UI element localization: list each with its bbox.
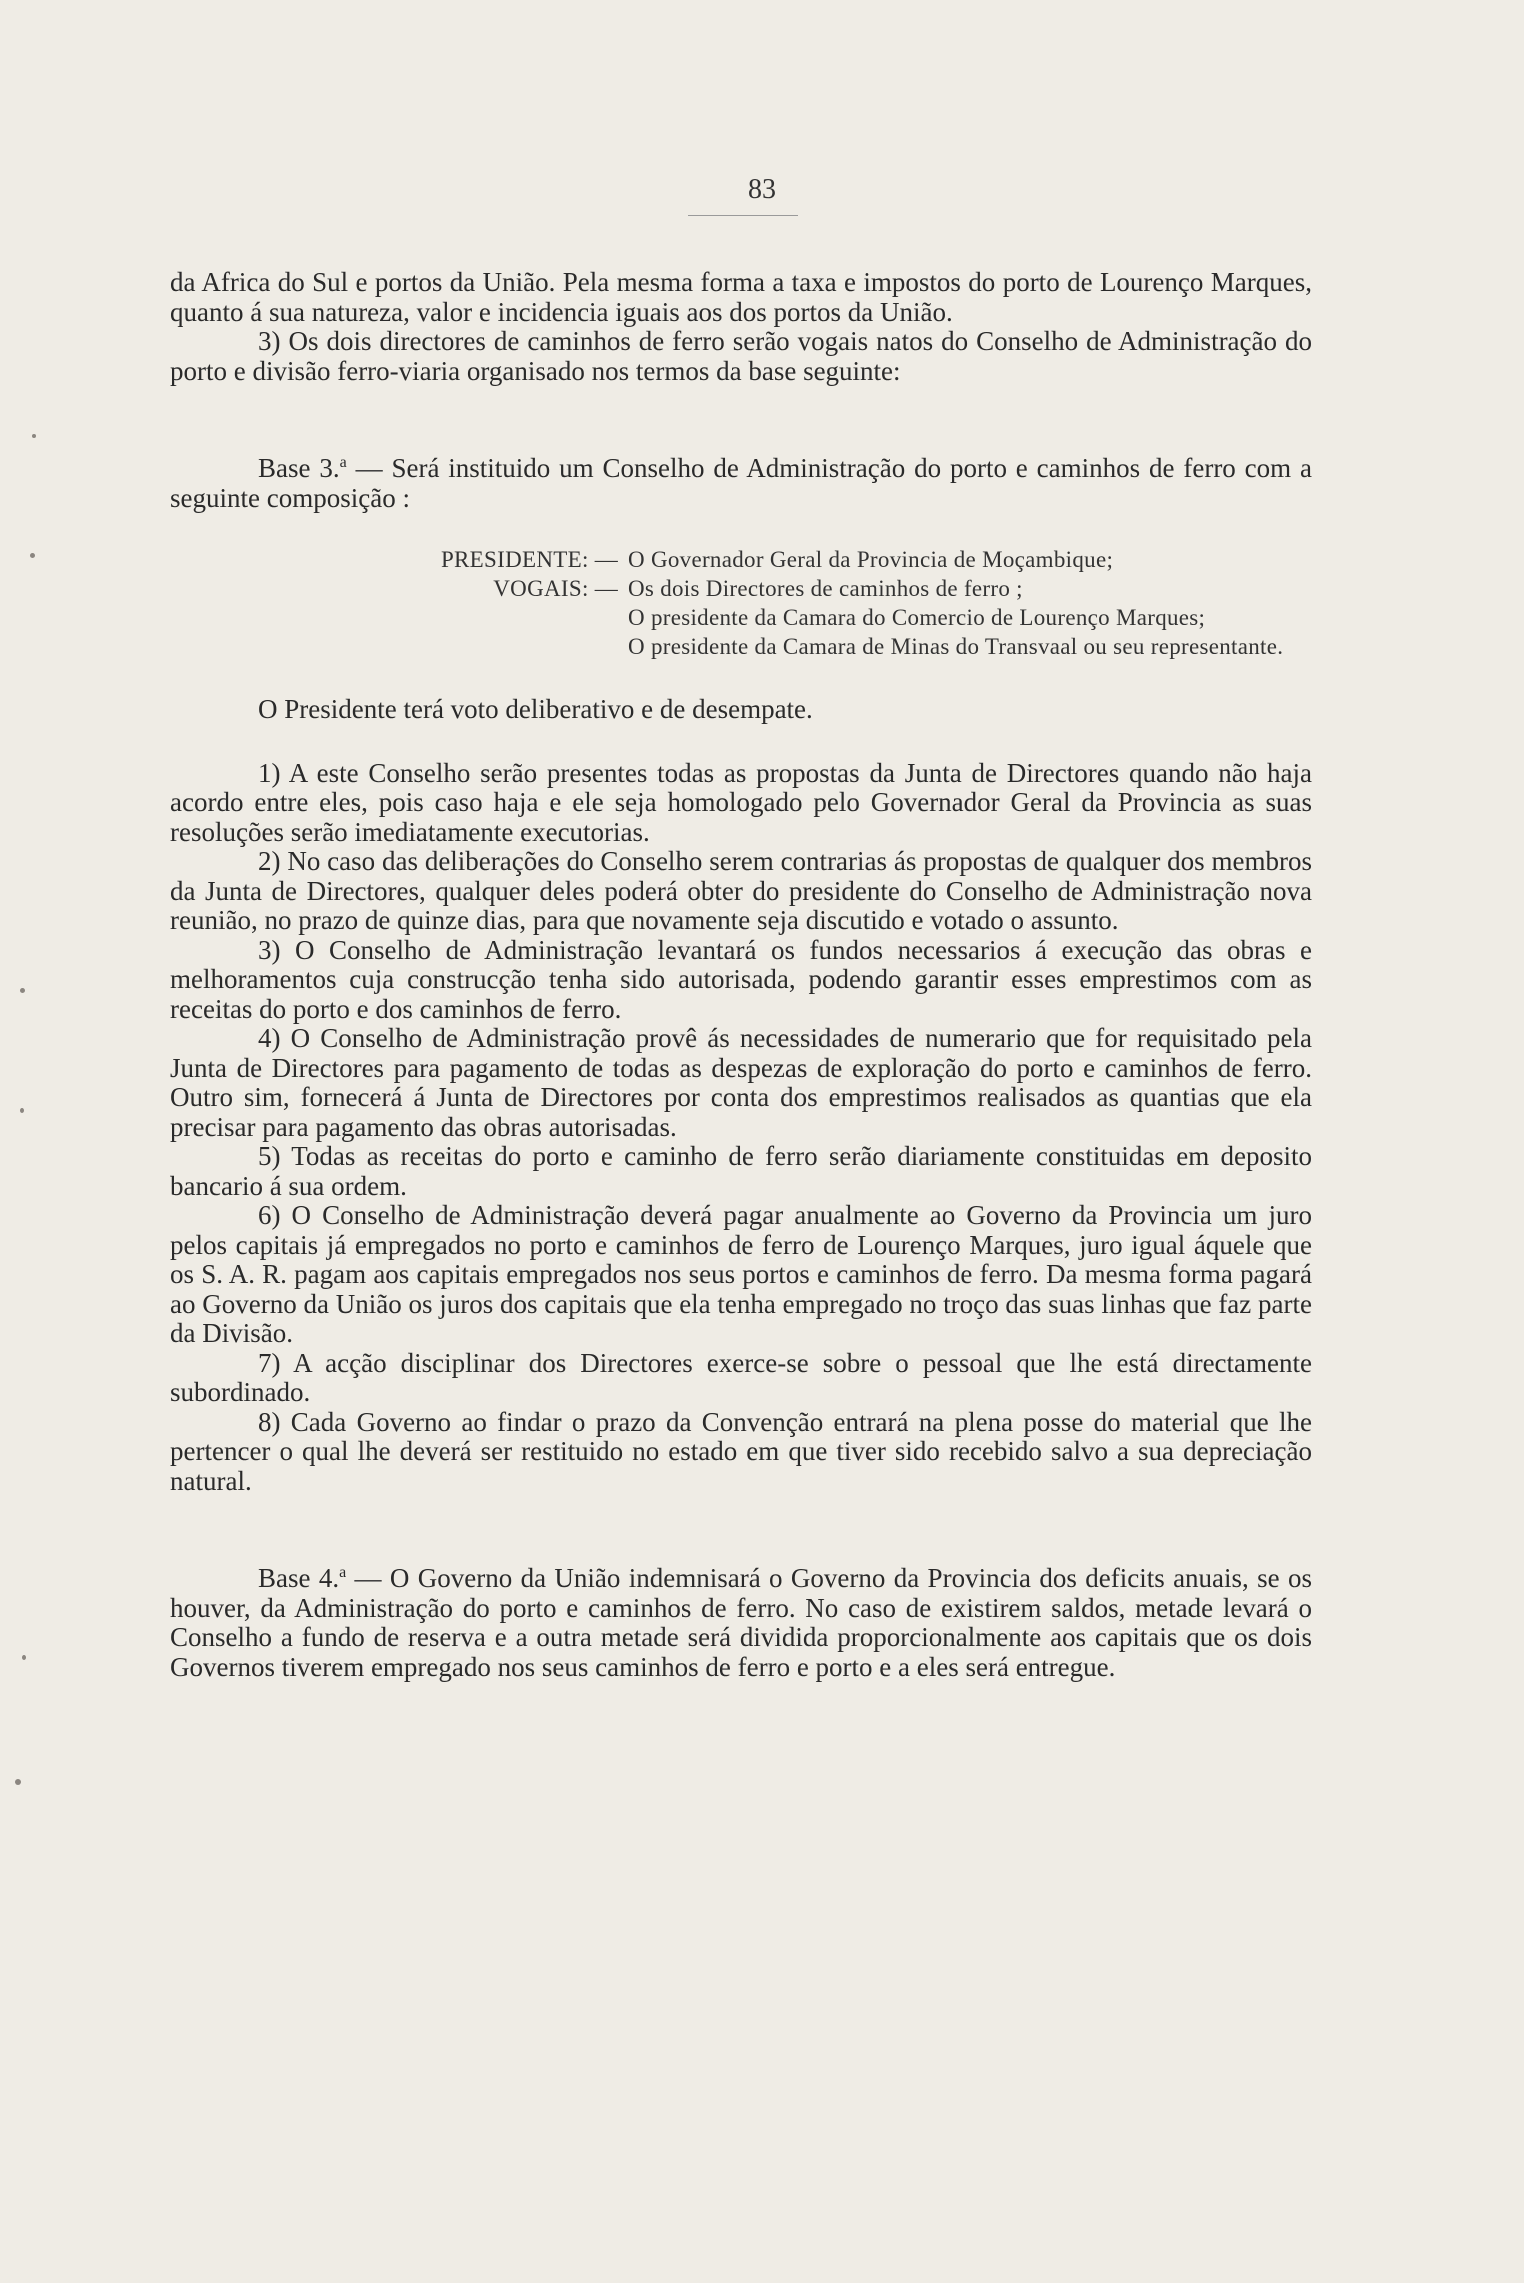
base-4-ordinal: a bbox=[339, 1564, 347, 1581]
provision-6: 6) O Conselho de Administração deverá pagar anualmente ao Governo da Provincia um juro pelos capitais já empregados no porto e caminhos de ferro de Lourenço Marques, juro igual áquele que os S. A. R. pagam aos capitais empregados nos seus portos e caminhos de ferro. Da mesma forma pagará ao Governo da União os juros dos capitais que ela tenha empregado no troço das suas linhas que faz parte da Divisão. bbox=[170, 1200, 1312, 1348]
margin-speck bbox=[15, 1779, 21, 1785]
president-label: PRESIDENTE: — bbox=[440, 547, 618, 572]
paragraph-continuation: da Africa do Sul e portos da União. Pela mesma forma a taxa e impostos do porto de Lourenço Marques, quanto á sua natureza, valor e incidencia iguais aos dos portos da União. bbox=[170, 267, 1312, 327]
numbered-provisions bbox=[170, 759, 1312, 1497]
vogais-more bbox=[628, 603, 1312, 661]
president-row bbox=[170, 545, 1312, 574]
base-4-text: — O Governo da União indemnisará o Governo da Provincia dos deficits anuais, se os houver, da Administração do porto e caminhos de ferro. No caso de existirem saldos, metade levará o Conselho a fundo de reserva e a outra metade será dividida proporcionalmente aos capitais que os dois Governos tiverem empregado nos seus caminhos de ferro e porto e a eles será entregue. bbox=[170, 1563, 1312, 1682]
margin-speck bbox=[22, 1655, 26, 1660]
provision-8: 8) Cada Governo ao findar o prazo da Convenção entrará na plena posse do material que lhe pertencer o qual lhe deverá ser restituido no estado em que tiver sido recebido salvo a sua depreciação natural. bbox=[170, 1406, 1312, 1496]
provision-4: 4) O Conselho de Administração provê ás necessidades de numerario que for requisitado pela Junta de Directores para pagamento de todas as despezas de exploração do porto e caminhos de ferro. Outro sim, fornecerá á Junta de Directores por conta dos emprestimos realisados as quantias que ela precisar para pagamento das obras autorisadas. bbox=[170, 1023, 1312, 1142]
council-composition bbox=[170, 545, 1312, 661]
base-3-text: — Será instituido um Conselho de Administração do porto e caminhos de ferro com a seguinte composição : bbox=[170, 453, 1313, 513]
base-3-paragraph bbox=[170, 454, 1312, 513]
page-number-rule bbox=[688, 215, 798, 216]
paragraph-item-3-directors: 3) Os dois directores de caminhos de ferro serão vogais natos do Conselho de Administração do porto e divisão ferro-viaria organisado nos termos da base seguinte: bbox=[170, 326, 1312, 386]
base-3-label: Base 3. bbox=[258, 453, 340, 483]
president-value: O Governador Geral da Provincia de Moçambique; bbox=[628, 547, 1114, 572]
base-4-label: Base 4. bbox=[258, 1563, 340, 1593]
document-body bbox=[170, 268, 1312, 1682]
base-3-ordinal: a bbox=[339, 454, 347, 471]
margin-speck bbox=[20, 1108, 24, 1113]
president-vote-paragraph: O Presidente terá voto deliberativo e de desempate. bbox=[258, 694, 813, 724]
vogais-label: VOGAIS: — bbox=[493, 576, 618, 601]
vogal-mines-chamber: O presidente da Camara de Minas do Transvaal ou seu representante. bbox=[628, 634, 1284, 659]
margin-speck bbox=[30, 553, 35, 558]
provision-7: 7) A acção disciplinar dos Directores exerce-se sobre o pessoal que lhe está directamente subordinado. bbox=[170, 1347, 1312, 1407]
base-4-paragraph bbox=[170, 1564, 1312, 1682]
provision-3: 3) O Conselho de Administração levantará os fundos necessarios á execução das obras e melhoramentos cuja construcção tenha sido autorisada, podendo garantir esses emprestimos com as receitas do porto e dos caminhos de ferro. bbox=[170, 934, 1312, 1024]
margin-speck bbox=[20, 988, 25, 993]
provision-1: 1) A este Conselho serão presentes todas as propostas da Junta de Directores quando não haja acordo entre eles, pois caso haja e ele seja homologado pelo Governador Geral da Provincia as suas resoluções serão imediatamente executorias. bbox=[170, 757, 1312, 847]
vogais-row bbox=[170, 574, 1312, 603]
vogal-commerce-chamber: O presidente da Camara do Comercio de Lourenço Marques; bbox=[628, 605, 1206, 630]
margin-speck bbox=[32, 434, 36, 438]
provision-5: 5) Todas as receitas do porto e caminho de ferro serão diariamente constituidas em deposito bancario á sua ordem. bbox=[170, 1141, 1312, 1201]
vogais-first: Os dois Directores de caminhos de ferro ; bbox=[628, 576, 1023, 601]
provision-2: 2) No caso das deliberações do Conselho serem contrarias ás propostas de qualquer dos membros da Junta de Directores, qualquer deles poderá obter do presidente do Conselho de Administração nova reunião, no prazo de quinze dias, para que novamente seja discutido e votado o assunto. bbox=[170, 846, 1312, 935]
page-number: 83 bbox=[748, 174, 776, 205]
